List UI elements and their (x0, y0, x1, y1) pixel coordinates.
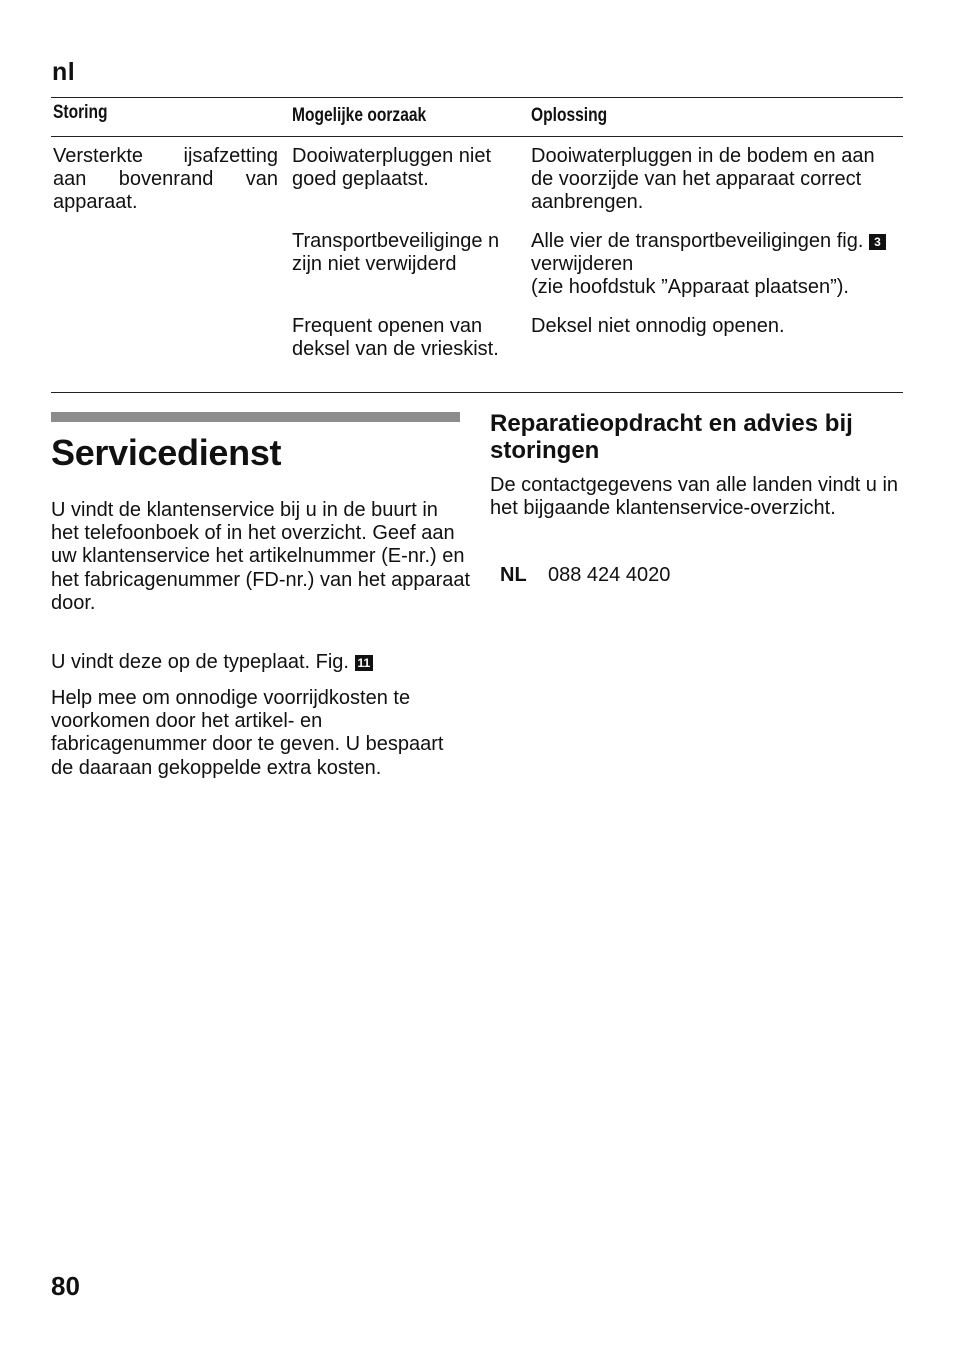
contact-line (500, 563, 670, 587)
table-top-rule (51, 97, 903, 98)
service-paragraph-3: Help mee om onnodige voorrijdkosten te voorkomen door het artikel- en fabricagenummer door te geven. U bespaart de daaraan gekoppelde extra kosten. (51, 687, 444, 779)
service-paragraph-2 (51, 651, 471, 674)
table-cell-cause-2: Transportbeveiliginge n zijn niet verwijderd (292, 230, 500, 275)
table-cell-cause-3: Frequent openen van deksel van de vrieskist. (292, 315, 499, 360)
table-bottom-rule (51, 392, 903, 393)
column-header-storing: Storing (53, 102, 108, 123)
table-cell-symptom: Versterkte ijsafzetting aan bovenrand van apparaat. (53, 145, 278, 213)
table-header-rule (51, 136, 903, 137)
table-cell-solution-2 (531, 230, 901, 299)
solution-2-action: verwijderen (531, 253, 634, 275)
section-title-servicedienst: Servicedienst (51, 432, 282, 473)
service-paragraph-1: U vindt de klantenservice bij u in de buurt in het telefoonboek of in het overzicht. Geef aan uw klantenservice het artikelnummer (E-nr.) en het fabricagenummer (FD-nr.) van het apparaat door. (51, 499, 471, 614)
contact-phone-number: 088 424 4020 (548, 564, 671, 586)
solution-2-reference: (zie hoofdstuk ”Apparaat plaatsen”). (531, 276, 849, 298)
table-cell-solution-1: Dooiwaterpluggen in de bodem en aan de voorzijde van het apparaat correct aanbrengen. (531, 145, 875, 213)
solution-2-text: Alle vier de transportbeveiligingen fig. (531, 230, 864, 252)
table-cell-cause-1: Dooiwaterpluggen niet goed geplaatst. (292, 145, 492, 190)
column-header-oorzaak: Mogelijke oorzaak (292, 105, 427, 126)
figure-reference-3: 3 (869, 234, 886, 250)
section-title-reparatieopdracht: Reparatieopdracht en advies bij storingen (490, 410, 853, 464)
column-header-oplossing: Oplossing (531, 105, 608, 126)
language-label: nl (52, 58, 76, 86)
table-cell-solution-3: Deksel niet onnodig openen. (531, 315, 785, 337)
page-number: 80 (51, 1271, 80, 1301)
repair-paragraph: De contactgegevens van alle landen vindt u in het bijgaande klantenservice-overzicht. (490, 474, 899, 520)
section-divider-bar (51, 412, 460, 422)
contact-country-code: NL (500, 564, 527, 586)
service-paragraph-2-text: U vindt deze op de typeplaat. Fig. (51, 651, 349, 673)
figure-reference-11: 11 (355, 655, 374, 671)
